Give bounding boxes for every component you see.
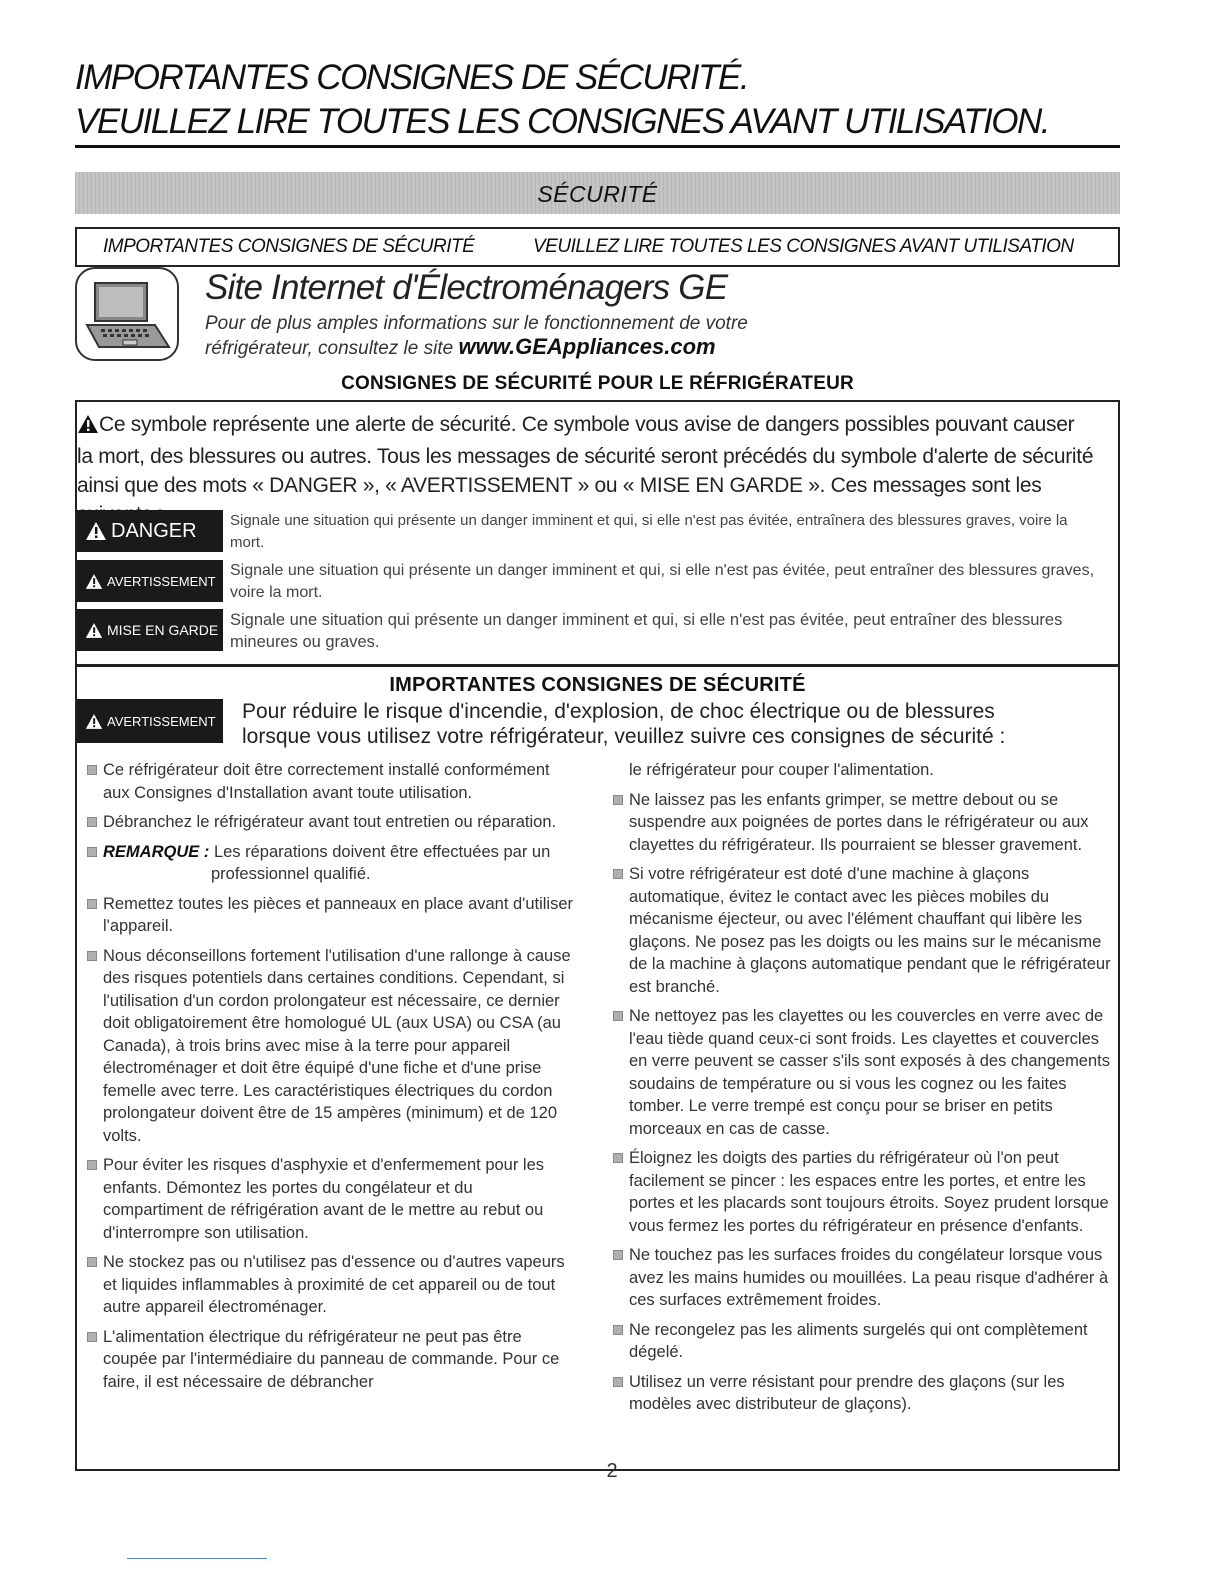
list-item: Ne laissez pas les enfants grimper, se mettre debout ou se suspendre aux poignées de portes dans le réfrigérateur ou aux clayettes du réfrigérateur. Ils pourraient se blesser gravement. — [611, 789, 1111, 857]
list-item: Remettez toutes les pièces et panneaux en place avant d'utiliser l'appareil. — [85, 893, 575, 938]
bullet-square-icon — [613, 1011, 623, 1021]
important-instructions-title: IMPORTANTES CONSIGNES DE SÉCURITÉ — [389, 674, 806, 696]
website-url-link[interactable]: www.GEAppliances.com — [458, 334, 716, 359]
section-banner-label: SÉCURITÉ — [537, 181, 658, 207]
website-text — [205, 312, 1025, 360]
list-item: Ne stockez pas ou n'utilisez pas d'essence ou d'autres vapeurs et liquides inflammables à proximité de cet appareil ou de tout autre appareil électroménager. — [85, 1251, 575, 1319]
mise-en-garde-badge — [77, 609, 223, 651]
alert-intro-line-1: Ce symbole représente une alerte de sécurité. Ce symbole vous avise de dangers possibles pouvant causer — [99, 413, 1075, 436]
warning-badge-label: AVERTISSEMENT — [107, 713, 216, 729]
avertissement-alert-icon — [85, 573, 103, 590]
danger-badge — [77, 510, 223, 552]
footer-line — [127, 1558, 267, 1559]
laptop-icon — [75, 267, 179, 361]
bullet-square-icon — [87, 847, 97, 857]
left-column — [85, 759, 575, 1400]
remark-item — [85, 841, 575, 886]
bullet-square-icon — [613, 1325, 623, 1335]
list-item: Ne recongelez pas les aliments surgelés qui ont complètement dégelé. — [611, 1319, 1111, 1364]
safety-alert-box — [75, 400, 1120, 666]
remark-line-1: Les réparations doivent être effectuées par un — [213, 842, 551, 861]
alert-intro-line-3: ainsi que des mots « DANGER », « AVERTISSEMENT » ou « MISE EN GARDE ». Ces messages sont les — [77, 474, 1042, 497]
list-item: Pour éviter les risques d'asphyxie et d'enfermement pour les enfants. Démontez les portes du congélateur et du compartiment de réfrigération avant de le mettre au rebut ou d'interrompre son utilisation. — [85, 1154, 575, 1244]
mise-en-garde-text: Signale une situation qui présente un danger imminent et qui, si elle n'est pas évitée, peut entraîner des blessures mineures ou graves. — [230, 611, 1063, 651]
avertissement-text: Signale une situation qui présente un danger imminent et qui, si elle n'est pas évitée, peut entraîner des blessures graves, voire la mort. — [230, 562, 1095, 601]
list-item-continuation: le réfrigérateur pour couper l'alimentation. — [629, 761, 934, 779]
list-item: Nous déconseillons fortement l'utilisation d'une rallonge à cause des risques potentiels dans certaines conditions. Cependant, si l'utilisation d'un cordon prolongateur est nécessaire, ce dernier doit obligatoirement être homologué UL (aux USA) ou CSA (au Canada), à trois brins avec mise à la terre pour appareil électroménager et doit être équipé d'une fiche et d'une prise femelle avec terre. Les caractéristiques électriques du cordon prolongateur doivent être de 15 ampères (minimum) et de 120 volts. — [85, 945, 575, 1148]
avertissement-badge-label: AVERTISSEMENT — [107, 573, 216, 589]
remark-line-2: professionnel qualifié. — [211, 865, 371, 883]
header-line-1: IMPORTANTES CONSIGNES DE SÉCURITÉ. — [75, 58, 749, 97]
header-rule — [75, 145, 1120, 148]
bullet-square-icon — [87, 817, 97, 827]
danger-text: Signale une situation qui présente un danger imminent et qui, si elle n'est pas évitée, entraînera des blessures graves, voire la mort. — [230, 512, 1068, 551]
section-banner — [75, 172, 1120, 214]
bullet-square-icon — [613, 1250, 623, 1260]
bullet-square-icon — [613, 1377, 623, 1387]
bullet-square-icon — [87, 765, 97, 775]
warning-alert-icon — [85, 713, 103, 730]
list-item: Ne nettoyez pas les clayettes ou les couvercles en verre avec de l'eau tiède quand ceux-ci sont froids. Les clayettes et couvercles en verre peuvent se casser s'ils sont exposés à des changements soudains de température ou si vous les cognez ou les faites tomber. Le verre trempé est conçu pour se briser en petits morceaux en cas de casse. — [611, 1005, 1111, 1140]
right-column — [611, 759, 1111, 1423]
bullet-square-icon — [613, 869, 623, 879]
warning-text — [242, 699, 1102, 749]
list-item: Ne touchez pas les surfaces froides du congélateur lorsque vous avez les mains humides ou mouillées. La peau risque d'adhérer à ces surfaces extrêmement froides. — [611, 1244, 1111, 1312]
page-header — [75, 56, 1120, 144]
list-item: Utilisez un verre résistant pour prendre des glaçons (sur les modèles avec distributeur de glaçons). — [611, 1371, 1111, 1416]
subheader-left: IMPORTANTES CONSIGNES DE SÉCURITÉ — [103, 236, 475, 257]
website-text-line-2: réfrigérateur, consultez le site — [205, 338, 454, 359]
mise-en-garde-alert-icon — [85, 622, 103, 639]
subheader-right: VEUILLEZ LIRE TOUTES LES CONSIGNES AVANT UTILISATION — [533, 236, 1074, 257]
alert-intro-line-2: la mort, des blessures ou autres. Tous les messages de sécurité seront précédés du symbole d'alerte de sécurité — [77, 445, 1094, 468]
important-instructions-box — [75, 665, 1120, 1471]
list-item: Débranchez le réfrigérateur avant tout entretien ou réparation. — [85, 811, 575, 834]
mise-en-garde-badge-label: MISE EN GARDE — [107, 622, 219, 638]
warning-badge — [77, 699, 223, 743]
bullet-square-icon — [87, 951, 97, 961]
list-item: Éloignez les doigts des parties du réfrigérateur où l'on peut facilement se pincer : les espaces entre les portes, et entre les portes et les placards sont toujours étroits. Soyez prudent lorsque vous fermez les portes du réfrigérateur en présence d'enfants. — [611, 1147, 1111, 1237]
bullet-square-icon — [87, 1332, 97, 1342]
bullet-square-icon — [87, 899, 97, 909]
alert-triangle-icon — [77, 413, 99, 442]
warning-text-line-1: Pour réduire le risque d'incendie, d'explosion, de choc électrique ou de blessures — [242, 700, 995, 723]
bullet-square-icon — [613, 795, 623, 805]
bullet-square-icon — [87, 1160, 97, 1170]
danger-alert-icon — [85, 521, 107, 541]
fridge-safety-title: CONSIGNES DE SÉCURITÉ POUR LE RÉFRIGÉRATEUR — [341, 373, 854, 394]
danger-badge-label: DANGER — [111, 519, 197, 542]
website-title: Site Internet d'Électroménagers GE — [205, 268, 728, 307]
subheader-box — [75, 227, 1120, 267]
list-item: L'alimentation électrique du réfrigérateur ne peut pas être coupée par l'intermédiaire du panneau de commande. Pour ce faire, il est nécessaire de débrancher — [85, 1326, 575, 1394]
warning-text-line-2: lorsque vous utilisez votre réfrigérateur, veuillez suivre ces consignes de sécurité : — [242, 725, 1006, 748]
website-text-line-1: Pour de plus amples informations sur le fonctionnement de votre — [205, 313, 748, 334]
avertissement-badge — [77, 560, 223, 602]
remark-label: REMARQUE : — [103, 842, 210, 861]
page-number: 2 — [606, 1460, 618, 1482]
list-item: Ce réfrigérateur doit être correctement installé conformément aux Consignes d'Installation avant toute utilisation. — [85, 759, 575, 804]
header-line-2: VEUILLEZ LIRE TOUTES LES CONSIGNES AVANT UTILISATION. — [75, 102, 1050, 141]
bullet-square-icon — [613, 1153, 623, 1163]
bullet-square-icon — [87, 1257, 97, 1267]
list-item: Si votre réfrigérateur est doté d'une machine à glaçons automatique, évitez le contact avec les pièces mobiles du mécanisme éjecteur, ou avec l'élément chauffant qui libère les glaçons. Ne posez pas les doigts ou les mains sur le mécanisme de la machine à glaçons automatique pendant que le réfrigérateur est branché. — [611, 863, 1111, 998]
